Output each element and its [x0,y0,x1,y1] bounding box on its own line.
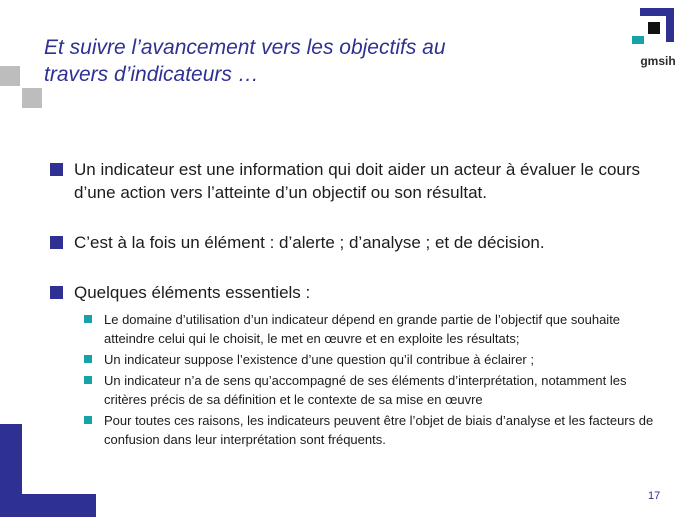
square-bullet-icon [50,286,63,299]
page-number: 17 [648,490,661,502]
slide-body [46,158,666,451]
square-bullet-icon [50,163,63,176]
sub-bullet-text: Un indicateur suppose l’existence d’une question qu’il contribue à éclairer ; [104,352,534,367]
bullet-text: Un indicateur est une information qui doit aider un acteur à évaluer le cours d’une action vers l’atteinte d’un objectif ou son résultat. [74,160,641,202]
slide-title-line-2: travers d’indicateurs … [44,63,259,86]
bullet-item [46,281,666,304]
sub-bullet-item [46,411,666,449]
sub-bullet-item [46,310,666,348]
bullet-item [46,158,666,204]
small-square-bullet-icon [84,376,92,384]
small-square-bullet-icon [84,315,92,323]
bullet-text: C’est à la fois un élément : d’alerte ; d’analyse ; et de décision. [74,233,545,252]
slide-title-line-1: Et suivre l’avancement vers les objectifs au [44,36,446,59]
slide-title [44,34,564,88]
sub-bullet-text: Un indicateur n’a de sens qu’accompagné de ses éléments d’interprétation, notamment les critères précis de sa définition et le contexte de sa mise en œuvre [104,373,627,407]
small-square-bullet-icon [84,355,92,363]
bullet-text: Quelques éléments essentiels : [74,283,311,302]
sub-bullet-text: Pour toutes ces raisons, les indicateurs peuvent être l’objet de biais d’analyse et les facteurs de confusion dans leur interprétation sont fréquents. [104,413,654,447]
sub-bullet-item [46,371,666,409]
decor-square-1 [0,66,20,86]
square-bullet-icon [50,236,63,249]
corner-accent-horizontal [0,494,96,517]
sub-bullet-item [46,350,666,369]
decor-square-2 [22,88,42,108]
small-square-bullet-icon [84,416,92,424]
bullet-item [46,231,666,254]
sub-bullet-text: Le domaine d’utilisation d’un indicateur dépend en grande partie de l’objectif que souhaite atteindre celui qui le choisit, le met en œuvre et en exploite les résultats; [104,312,621,346]
logo-text: gmsih [640,54,676,68]
